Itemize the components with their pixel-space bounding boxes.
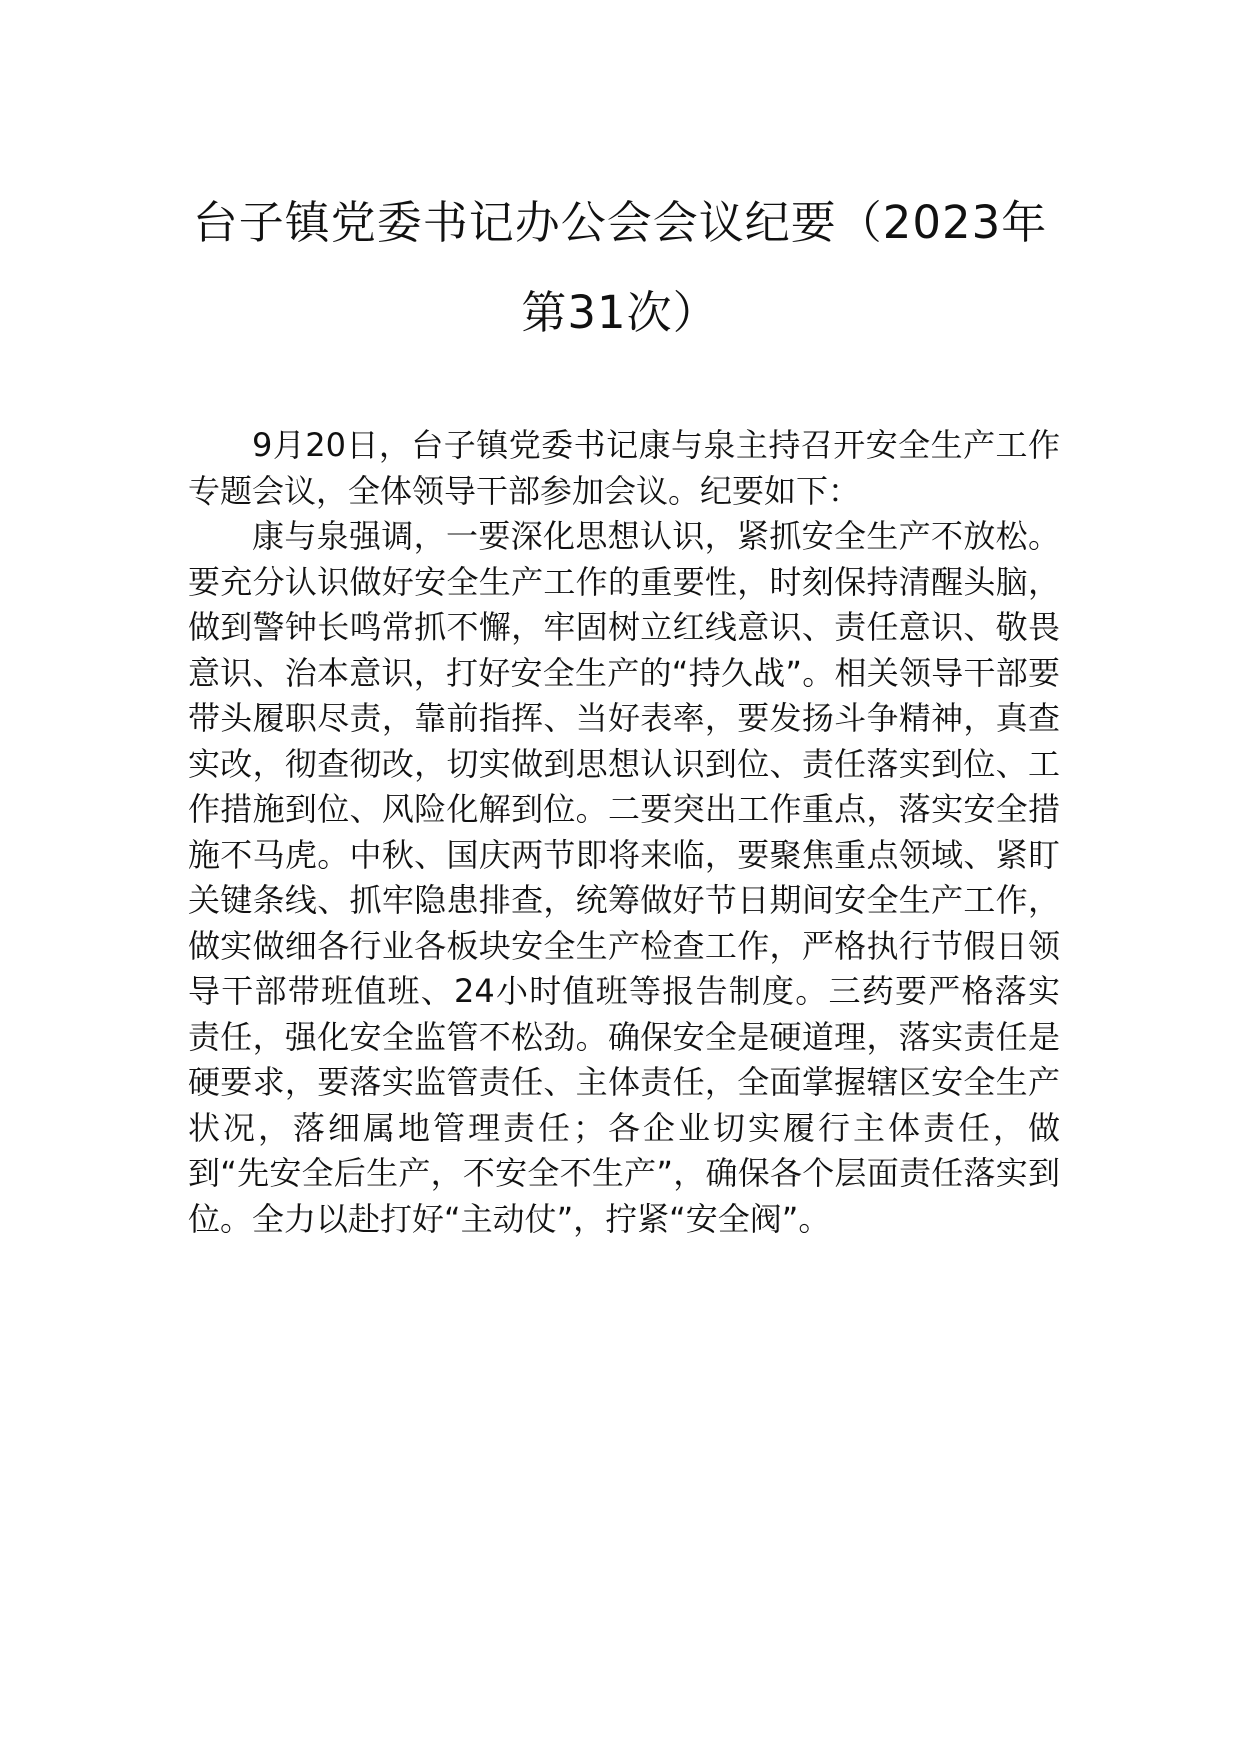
document-title: [150, 178, 1090, 358]
title-line-2: 第31次）: [521, 286, 719, 339]
paragraph-intro: 9月20日，台子镇党委书记康与泉主持召开安全生产工作专题会议，全体领导干部参加会议。纪要如下：: [188, 426, 1060, 510]
title-line-1: 台子镇党委书记办公会会议纪要（2023年: [192, 196, 1048, 249]
document-body: [188, 423, 1060, 1242]
paragraph-main: 康与泉强调，一要深化思想认识，紧抓安全生产不放松。要充分认识做好安全生产工作的重要性，时刻保持清醒头脑，做到警钟长鸣常抓不懈，牢固树立红线意识、责任意识、敬畏意识、治本意识，打好安全生产的“持久战”。相关领导干部要带头履职尽责，靠前指挥、当好表率，要发扬斗争精神，真查实改，彻查彻改，切实做到思想认识到位、责任落实到位、工作措施到位、风险化解到位。二要突出工作重点，落实安全措施不马虎。中秋、国庆两节即将来临，要聚焦重点领域、紧盯关键条线、抓牢隐患排查，统筹做好节日期间安全生产工作，做实做细各行业各板块安全生产检查工作，严格执行节假日领导干部带班值班、24小时值班等报告制度。三药要严格落实责任，强化安全监管不松劲。确保安全是硬道理，落实责任是硬要求，要落实监管责任、主体责任，全面掌握辖区安全生产状况，落细属地管理责任；各企业切实履行主体责任，做到“先安全后生产，不安全不生产”，确保各个层面责任落实到位。全力以赴打好“主动仗”，拧紧“安全阀”。: [188, 517, 1060, 1238]
